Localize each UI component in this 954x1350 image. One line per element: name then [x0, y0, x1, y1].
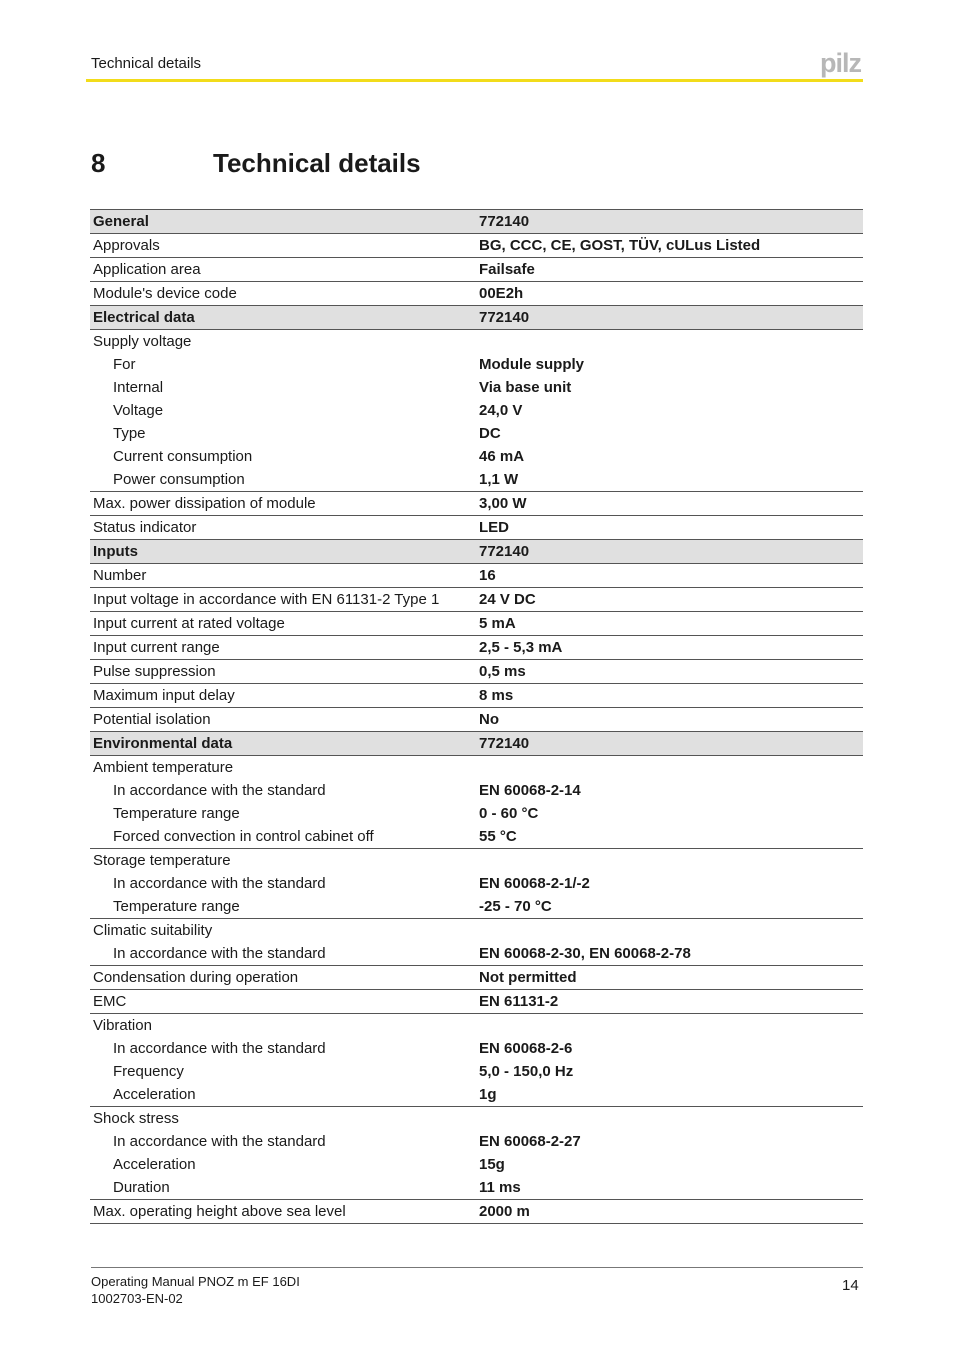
- table-row-group: [90, 330, 863, 492]
- sub-item-label: In accordance with the standard: [113, 945, 326, 962]
- sub-item-label: For: [113, 356, 136, 373]
- page-number: 14: [842, 1277, 859, 1294]
- table-cell-label: General: [90, 210, 476, 234]
- sub-item-label: Forced convection in control cabinet off: [113, 828, 374, 845]
- table-row: [90, 282, 863, 306]
- table-cell-value: [476, 1014, 863, 1107]
- table-cell-label: Max. power dissipation of module: [90, 492, 476, 516]
- sub-item-label: Frequency: [113, 1063, 184, 1080]
- table-cell-value: 3,00 W: [476, 492, 863, 516]
- table-cell-value: 772140: [476, 540, 863, 564]
- table-cell-label: Condensation during operation: [90, 966, 476, 990]
- sub-item-value: Via base unit: [479, 379, 572, 396]
- group-value-spacer: [479, 1107, 861, 1130]
- technical-details-table-body: [90, 210, 863, 1224]
- sub-item-value: EN 60068-2-30, EN 60068-2-78: [479, 945, 691, 962]
- table-cell-value: [476, 919, 863, 966]
- group-value-spacer: [479, 919, 861, 942]
- table-section-header: [90, 540, 863, 564]
- table-row-group: [90, 1014, 863, 1107]
- sub-item-label: Type: [113, 425, 146, 442]
- table-section-header: [90, 306, 863, 330]
- footer-manual-info: [91, 1273, 300, 1307]
- sub-item-value: 55 °C: [479, 828, 517, 845]
- table-cell-label: [90, 330, 476, 492]
- sub-item-label: Voltage: [113, 402, 164, 419]
- table-cell-label: [90, 849, 476, 919]
- technical-details-table: [90, 209, 863, 1224]
- sub-item-label: Acceleration: [113, 1086, 196, 1103]
- group-label: Supply voltage: [93, 333, 192, 350]
- footer-manual-title: Operating Manual PNOZ m EF 16DI: [91, 1274, 300, 1289]
- table-row: [90, 234, 863, 258]
- table-cell-value: [476, 849, 863, 919]
- sub-item-value: 46 mA: [479, 448, 525, 465]
- table-cell-label: Number: [90, 564, 476, 588]
- sub-item-value: EN 60068-2-6: [479, 1040, 573, 1057]
- table-row-group: [90, 919, 863, 966]
- table-cell-value: No: [476, 708, 863, 732]
- table-cell-value: EN 61131-2: [476, 990, 863, 1014]
- sub-item-value: -25 - 70 °C: [479, 898, 552, 915]
- table-cell-value: 2,5 - 5,3 mA: [476, 636, 863, 660]
- group-label: Shock stress: [93, 1110, 179, 1127]
- table-row-group: [90, 849, 863, 919]
- table-row: [90, 990, 863, 1014]
- table-cell-label: Status indicator: [90, 516, 476, 540]
- table-cell-label: Pulse suppression: [90, 660, 476, 684]
- table-row: [90, 492, 863, 516]
- table-cell-label: [90, 1014, 476, 1107]
- table-row: [90, 1200, 863, 1224]
- table-cell-label: Module's device code: [90, 282, 476, 306]
- table-cell-value: Failsafe: [476, 258, 863, 282]
- table-section-header: [90, 732, 863, 756]
- table-cell-label: Potential isolation: [90, 708, 476, 732]
- header-divider: [86, 79, 863, 82]
- sub-item-label: Temperature range: [113, 898, 240, 915]
- table-cell-value: 772140: [476, 210, 863, 234]
- table-cell-label: Max. operating height above sea level: [90, 1200, 476, 1224]
- table-cell-value: Not permitted: [476, 966, 863, 990]
- table-cell-value: 8 ms: [476, 684, 863, 708]
- table-cell-label: [90, 919, 476, 966]
- sub-item-value: 1,1 W: [479, 471, 519, 488]
- sub-item-label: Duration: [113, 1179, 170, 1196]
- table-cell-value: 16: [476, 564, 863, 588]
- table-cell-value: [476, 1107, 863, 1200]
- table-cell-label: Input voltage in accordance with EN 61131-2 Type 1: [90, 588, 476, 612]
- table-row: [90, 966, 863, 990]
- sub-item-value: 1g: [479, 1086, 497, 1103]
- sub-item-value: 5,0 - 150,0 Hz: [479, 1063, 574, 1080]
- table-cell-value: 5 mA: [476, 612, 863, 636]
- table-cell-label: Environmental data: [90, 732, 476, 756]
- table-cell-value: LED: [476, 516, 863, 540]
- sub-item-value: Module supply: [479, 356, 584, 373]
- sub-item-value: EN 60068-2-14: [479, 782, 581, 799]
- group-value-spacer: [479, 756, 861, 779]
- footer-divider: [91, 1267, 863, 1268]
- table-row: [90, 684, 863, 708]
- table-cell-value: [476, 756, 863, 849]
- sub-item-value: 11 ms: [479, 1179, 521, 1196]
- group-label: Storage temperature: [93, 852, 231, 869]
- group-value-spacer: [479, 1014, 861, 1037]
- table-cell-label: Input current range: [90, 636, 476, 660]
- sub-item-value: EN 60068-2-1/-2: [479, 875, 590, 892]
- table-row: [90, 660, 863, 684]
- table-row: [90, 708, 863, 732]
- group-label: Climatic suitability: [93, 922, 213, 939]
- table-section-header: [90, 210, 863, 234]
- sub-item-label: In accordance with the standard: [113, 1133, 326, 1150]
- table-cell-value: 24 V DC: [476, 588, 863, 612]
- sub-item-value: 0 - 60 °C: [479, 805, 539, 822]
- table-cell-value: 00E2h: [476, 282, 863, 306]
- table-cell-label: Approvals: [90, 234, 476, 258]
- table-row: [90, 516, 863, 540]
- sub-item-label: In accordance with the standard: [113, 875, 326, 892]
- table-row: [90, 588, 863, 612]
- sub-item-label: Current consumption: [113, 448, 253, 465]
- table-cell-label: Inputs: [90, 540, 476, 564]
- table-cell-label: Maximum input delay: [90, 684, 476, 708]
- group-value-spacer: [479, 330, 861, 353]
- group-label: Vibration: [93, 1017, 152, 1034]
- sub-item-value: 24,0 V: [479, 402, 523, 419]
- footer-doc-number: 1002703-EN-02: [91, 1291, 183, 1306]
- table-row-group: [90, 1107, 863, 1200]
- sub-item-label: Acceleration: [113, 1156, 196, 1173]
- table-cell-label: Application area: [90, 258, 476, 282]
- running-header-title: Technical details: [91, 55, 202, 72]
- table-row: [90, 612, 863, 636]
- table-row: [90, 564, 863, 588]
- table-row-group: [90, 756, 863, 849]
- table-cell-label: [90, 1107, 476, 1200]
- sub-item-label: Temperature range: [113, 805, 240, 822]
- table-cell-value: [476, 330, 863, 492]
- pilz-logo: pilz: [820, 48, 861, 78]
- group-label: Ambient temperature: [93, 759, 234, 776]
- sub-item-label: In accordance with the standard: [113, 1040, 326, 1057]
- table-cell-value: 772140: [476, 732, 863, 756]
- table-cell-value: 772140: [476, 306, 863, 330]
- table-cell-label: Electrical data: [90, 306, 476, 330]
- table-row: [90, 258, 863, 282]
- table-cell-label: EMC: [90, 990, 476, 1014]
- section-number: 8: [91, 148, 106, 178]
- table-cell-value: 0,5 ms: [476, 660, 863, 684]
- sub-item-value: DC: [479, 425, 501, 442]
- table-cell-value: BG, CCC, CE, GOST, TÜV, cULus Listed: [476, 234, 863, 258]
- table-cell-value: 2000 m: [476, 1200, 863, 1224]
- section-title: Technical details: [213, 148, 421, 178]
- sub-item-label: Internal: [113, 379, 164, 396]
- table-row: [90, 636, 863, 660]
- table-cell-label: [90, 756, 476, 849]
- sub-item-label: In accordance with the standard: [113, 782, 326, 799]
- sub-item-value: 15g: [479, 1156, 505, 1173]
- group-value-spacer: [479, 849, 861, 872]
- sub-item-label: Power consumption: [113, 471, 245, 488]
- sub-item-value: EN 60068-2-27: [479, 1133, 581, 1150]
- table-cell-label: Input current at rated voltage: [90, 612, 476, 636]
